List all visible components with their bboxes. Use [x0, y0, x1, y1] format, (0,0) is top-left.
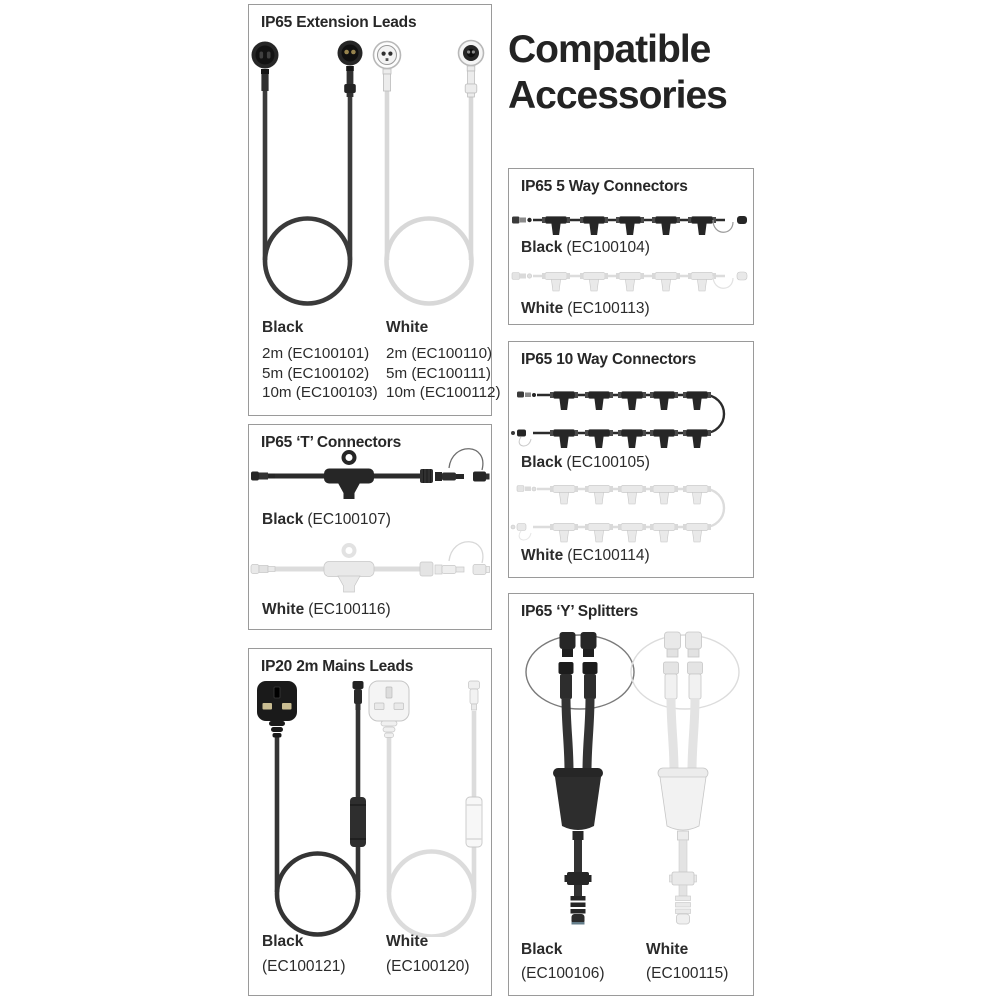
five-way-white-illustration: [509, 247, 753, 295]
extension-white-item: 10m (EC100112): [386, 384, 501, 401]
panel-mains-leads: [248, 648, 492, 996]
five-way-black-code: (EC100104): [566, 239, 650, 256]
mains-black-label: Black: [262, 933, 304, 950]
extension-white-item: 5m (EC100111): [386, 364, 491, 382]
t-connector-black-illustration: [249, 431, 491, 501]
panel-t-connectors-title: IP65 ‘T’ Connectors: [261, 434, 402, 451]
ten-way-white-code: (EC100114): [567, 547, 650, 564]
t-connector-white-code: (EC100116): [308, 601, 391, 618]
y-splitter-black-label: Black: [521, 941, 563, 958]
panel-y-splitters-title: IP65 ‘Y’ Splitters: [521, 603, 639, 620]
mains-white-code: (EC100120): [386, 958, 470, 975]
ten-way-black-caption: [521, 454, 650, 472]
panel-ten-way-title: IP65 10 Way Connectors: [521, 351, 697, 368]
extension-black-label: Black: [262, 319, 304, 336]
panel-y-splitters: [508, 593, 754, 996]
ten-way-black-label: Black: [521, 454, 563, 471]
t-connector-white-label: White: [262, 601, 305, 618]
five-way-white-code: (EC100113): [567, 300, 650, 317]
ten-way-white-illustration: [509, 476, 753, 548]
mains-black-code: (EC100121): [262, 958, 346, 975]
mains-white-label: White: [386, 933, 429, 950]
panel-t-connectors: [248, 424, 492, 630]
five-way-black-label: Black: [521, 239, 563, 256]
extension-white-label: White: [386, 319, 429, 336]
extension-black-item: 10m (EC100103): [262, 384, 378, 401]
ten-way-black-code: (EC100105): [566, 454, 650, 471]
five-way-black-illustration: [509, 191, 753, 239]
ten-way-white-caption: [521, 547, 650, 565]
y-splitter-white-code: (EC100115): [646, 965, 729, 982]
t-connector-white-illustration: [249, 524, 491, 594]
extension-white-item: 2m (EC100110): [386, 345, 493, 362]
panel-five-way-connectors: [508, 168, 754, 325]
ten-way-white-label: White: [521, 547, 564, 564]
y-splitter-white-label: White: [646, 941, 689, 958]
y-splitters-illustration: [509, 626, 753, 928]
t-connector-black-code: (EC100107): [307, 511, 391, 528]
t-connector-white-caption: [262, 601, 391, 619]
page-title-line1: Compatible: [508, 28, 711, 71]
extension-leads-illustration: [249, 35, 491, 317]
page-title-line2: Accessories: [508, 74, 727, 117]
extension-white-items: [386, 344, 501, 403]
five-way-white-caption: [521, 300, 650, 318]
panel-ten-way-connectors: [508, 341, 754, 578]
panel-mains-leads-title: IP20 2m Mains Leads: [261, 658, 414, 675]
page-title: [508, 27, 727, 119]
mains-leads-illustration: [249, 679, 491, 937]
y-splitter-black-code: (EC100106): [521, 965, 605, 982]
extension-black-items: [262, 344, 378, 403]
five-way-white-label: White: [521, 300, 564, 317]
panel-extension-leads: [248, 4, 501, 416]
extension-black-item: 2m (EC100101): [262, 345, 370, 362]
panel-extension-leads-title: IP65 Extension Leads: [261, 14, 417, 31]
ten-way-black-illustration: [509, 382, 753, 454]
extension-black-item: 5m (EC100102): [262, 364, 370, 382]
t-connector-black-label: Black: [262, 511, 304, 528]
panel-five-way-title: IP65 5 Way Connectors: [521, 178, 688, 195]
